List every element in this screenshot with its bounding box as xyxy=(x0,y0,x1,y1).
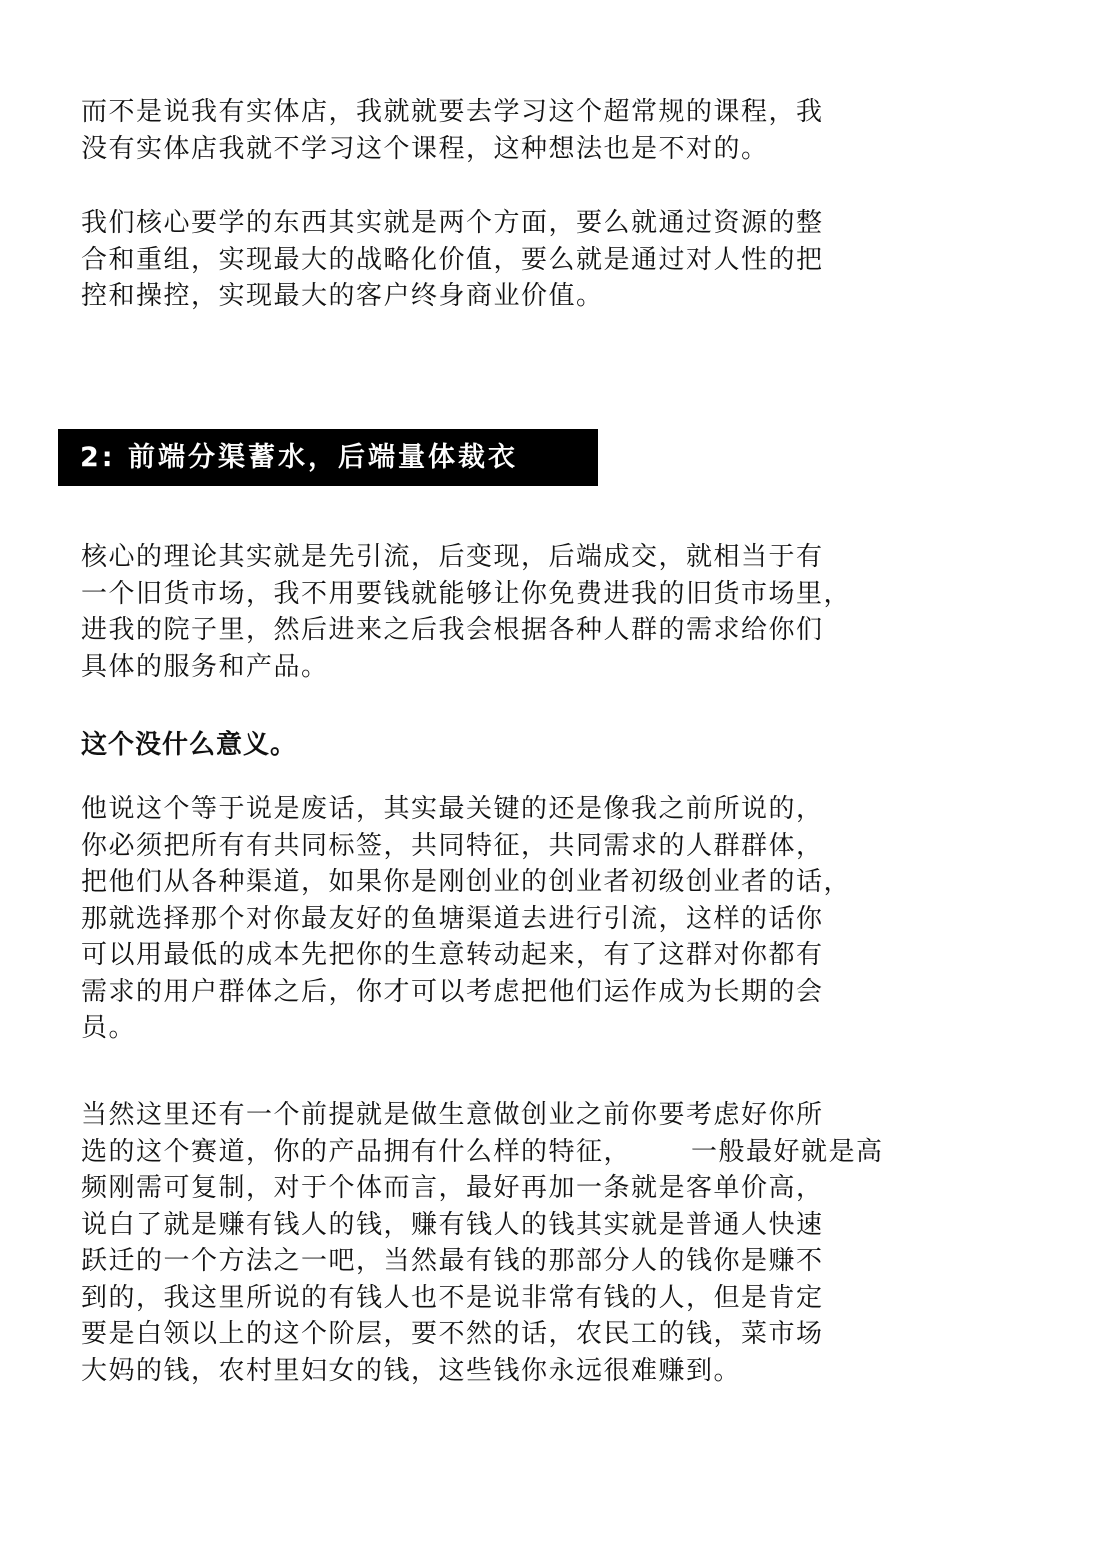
section-header xyxy=(58,429,598,486)
paragraph-2 xyxy=(81,205,941,315)
section-title: 2: 前端分渠蓄水，后端量体裁衣 xyxy=(80,442,518,473)
text-line: 一个旧货市场，我不用要钱就能够让你免费进我的旧货市场里， xyxy=(81,578,852,609)
text-line: 要是白领以上的这个阶层，要不然的话，农民工的钱，菜市场 xyxy=(81,1319,824,1349)
bold-text-line: 这个没什么意义。 xyxy=(81,730,298,760)
text-line: 没有实体店我就不学习这个课程，这种想法也是不对的。 xyxy=(81,133,769,164)
text-line: 那就选择那个对你最友好的鱼塘渠道去进行引流，这样的话你 xyxy=(81,903,824,934)
text-line: 他说这个等于说是废话，其实最关键的还是像我之前所说的， xyxy=(81,794,824,824)
text-line: 频刚需可复制，对于个体而言，最好再加一条就是客单价高， xyxy=(81,1173,824,1203)
text-line: 跃迁的一个方法之一吧，当然最有钱的那部分人的钱你是赚不 xyxy=(81,1246,824,1276)
paragraph-3 xyxy=(81,539,941,685)
text-line: 当然这里还有一个前提就是做生意做创业之前你要考虑好你所 xyxy=(81,1100,824,1130)
text-line: 我们核心要学的东西其实就是两个方面，要么就通过资源的整 xyxy=(81,208,824,238)
text-line: 需求的用户群体之后，你才可以考虑把他们运作成为长期的会 xyxy=(81,976,824,1007)
text-line xyxy=(81,1134,941,1171)
text-line: 进我的院子里，然后进来之后我会根据各种人群的需求给你们 xyxy=(81,615,824,645)
text-line: 你必须把所有有共同标签，共同特征，共同需求的人群群体， xyxy=(81,830,824,861)
paragraph-4 xyxy=(81,791,941,1047)
text-line: 员。 xyxy=(81,1013,137,1043)
paragraph-1 xyxy=(81,94,941,167)
text-line: 合和重组，实现最大的战略化价值，要么就是通过对人性的把 xyxy=(81,244,824,275)
text-line: 核心的理论其实就是先引流，后变现，后端成交，就相当于有 xyxy=(81,542,824,572)
text-line: 大妈的钱，农村里妇女的钱，这些钱你永远很难赚到。 xyxy=(81,1355,742,1386)
text-line: 控和操控，实现最大的客户终身商业价值。 xyxy=(81,281,604,311)
bold-remark xyxy=(81,727,941,763)
text-line: 说白了就是赚有钱人的钱，赚有钱人的钱其实就是普通人快速 xyxy=(81,1209,824,1240)
paragraph-5 xyxy=(81,1097,941,1389)
text-line: 把他们从各种渠道，如果你是刚创业的创业者初级创业者的话， xyxy=(81,867,852,897)
text-line: 具体的服务和产品。 xyxy=(81,651,329,682)
text-line: 而不是说我有实体店，我就就要去学习这个超常规的课程，我 xyxy=(81,97,824,127)
text-fragment: 一般最好就是高 xyxy=(691,1136,884,1167)
text-fragment: 选的这个赛道，你的产品拥有什么样的特征， xyxy=(81,1136,632,1167)
text-line: 可以用最低的成本先把你的生意转动起来，有了这群对你都有 xyxy=(81,940,824,970)
text-line: 到的，我这里所说的有钱人也不是说非常有钱的人，但是肯定 xyxy=(81,1282,824,1313)
